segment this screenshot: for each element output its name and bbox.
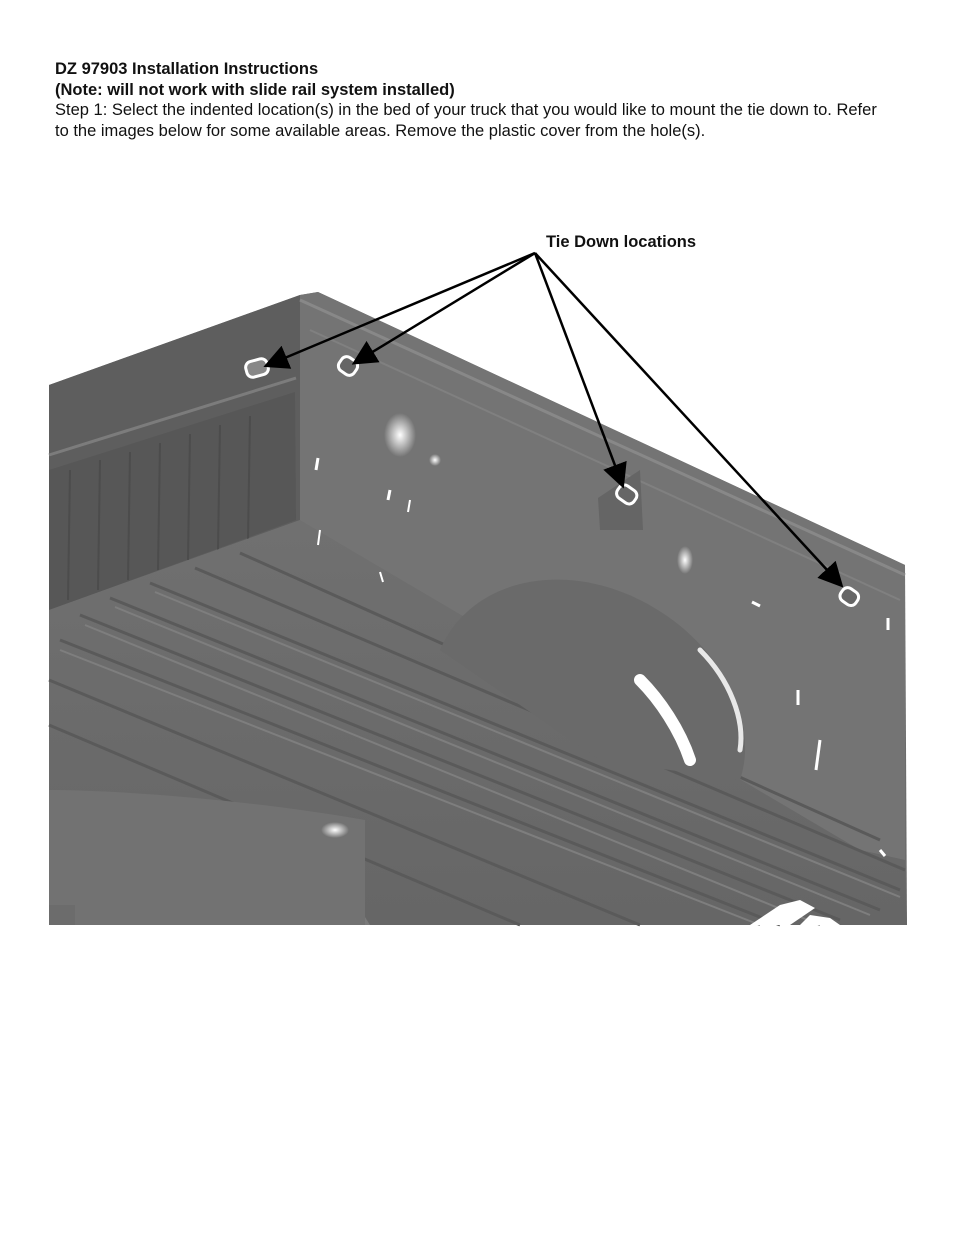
step-1-text: Step 1: Select the indented location(s) in the bed of your truck that you would like to mount the tie down to. Refer to the images below for some available areas. Remove the plastic cover from the hole(s). [55,101,877,140]
callout-arrow-2 [356,253,535,362]
compatibility-note: (Note: will not work with slide rail system installed) [55,80,455,99]
document-title: DZ 97903 Installation Instructions [55,60,319,78]
tie-down-locations-label: Tie Down locations [546,233,697,251]
